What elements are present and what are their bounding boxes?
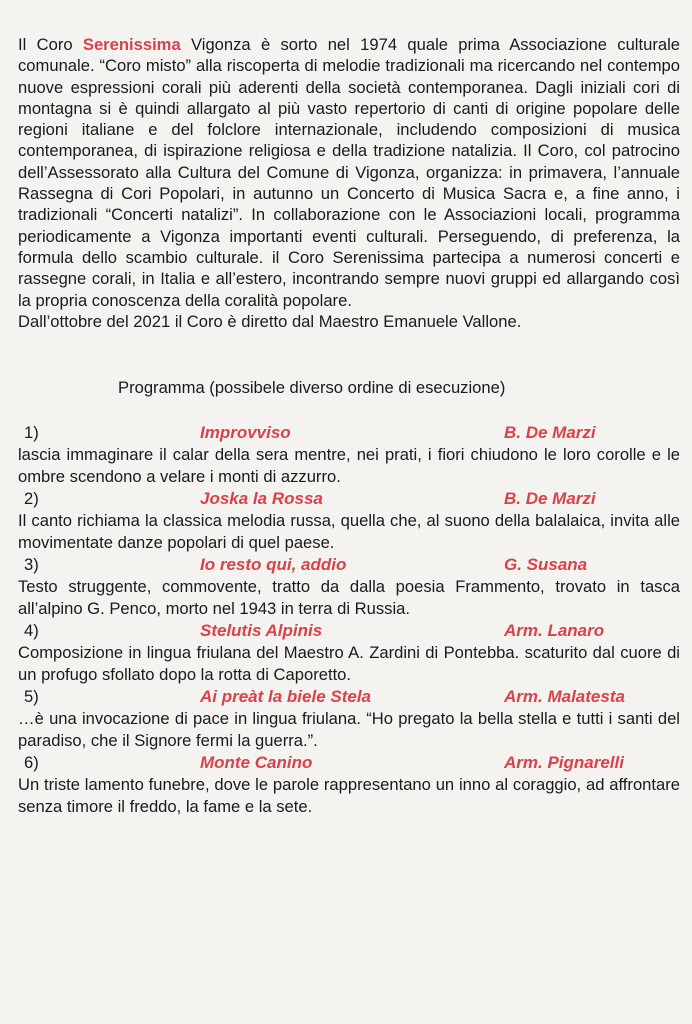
- intro-lead-text: Il Coro: [18, 35, 83, 54]
- choir-name: Serenissima: [82, 35, 181, 54]
- song-description: Un triste lamento funebre, dove le parole rappresentano un inno al coraggio, ad affrontare senza timore il freddo, la fame e la sete.: [18, 775, 680, 816]
- intro-paragraph: [18, 34, 680, 311]
- item-number: 2): [24, 489, 39, 509]
- item-number: 4): [24, 621, 39, 641]
- song-description: Composizione in lingua friulana del Maestro A. Zardini di Pontebba. scaturito dal cuore di un profugo sfollato dopo la rotta di Caporetto.: [18, 643, 680, 684]
- programme-item: [18, 686, 680, 751]
- song-author: Arm. Pignarelli: [504, 753, 624, 773]
- song-title: Improvviso: [200, 423, 291, 443]
- song-title: Joska la Rossa: [200, 489, 323, 509]
- song-author: Arm. Malatesta: [504, 687, 625, 707]
- item-number: 5): [24, 687, 39, 707]
- song-title: Stelutis Alpinis: [200, 621, 323, 641]
- programme-item: [18, 620, 680, 685]
- song-description: Il canto richiama la classica melodia russa, quella che, al suono della balalaica, invita alle movimentate danze popolari di quel paese.: [18, 511, 680, 552]
- programme-item-header: [18, 422, 680, 444]
- item-number: 3): [24, 555, 39, 575]
- song-description: …è una invocazione di pace in lingua friulana. “Ho pregato la bella stella e tutti i santi del paradiso, che il Signore fermi la guerra.”.: [18, 709, 680, 750]
- song-title: Ai preàt la biele Stela: [200, 687, 372, 707]
- song-author: Arm. Lanaro: [504, 621, 605, 641]
- song-author: G. Susana: [504, 555, 588, 575]
- programme-heading: Programma (possibele diverso ordine di esecuzione): [118, 378, 506, 398]
- song-description: lascia immaginare il calar della sera mentre, nei prati, i fiori chiudono le loro corolle e le ombre scendono a velare i monti di azzurro.: [18, 445, 680, 486]
- song-author: B. De Marzi: [504, 423, 596, 443]
- song-title: Monte Canino: [200, 753, 313, 773]
- intro-body-text: Vigonza è sorto nel 1974 quale prima Associazione culturale comunale. “Coro misto” alla riscoperta di melodie tradizionali ma ricercando nel contempo nuove espressioni corali più aderenti della società contemporanea. Dagli iniziali cori di montagna si è quindi allargato al più vasto repertorio di canti di origine popolare delle regioni italiane e del folclore internazionale, includendo composizioni di musica contemporanea, di ispirazione religiosa e della tradizione natalizia. Il Coro, col patrocino dell’Assessorato alla Cultura del Comune di Vigonza, organizza: in primavera, l’annuale Rassegna di Cori Popolari, in autunno un Concerto di Musica Sacra e, a fine anno, i tradizionali “Concerti natalizi”. In collaborazione con le Associazioni locali, programma periodicamente a Vigonza importanti eventi culturali. Perseguendo, di preferenza, la formula dello scambio culturale. il Coro Serenissima partecipa a numerosi concerti e rassegne corali, in Italia e all’estero, incontrando sempre nuovi gruppi ed allargando così la propria conoscenza della coralità popolare.: [18, 35, 680, 310]
- programme-list: [18, 422, 680, 817]
- programme-item-header: [18, 752, 680, 774]
- item-number: 1): [24, 423, 39, 443]
- programme-item: [18, 488, 680, 553]
- song-description: Testo struggente, commovente, tratto da dalla poesia Frammento, trovato in tasca all’alpino G. Penco, morto nel 1943 in terra di Russia.: [18, 577, 680, 618]
- direction-line: Dall’ottobre del 2021 il Coro è diretto dal Maestro Emanuele Vallone.: [18, 311, 522, 331]
- song-author: B. De Marzi: [504, 489, 596, 509]
- programme-item: [18, 422, 680, 487]
- song-title: Io resto qui, addio: [200, 555, 347, 575]
- programme-item: [18, 752, 680, 817]
- programme-item-header: [18, 554, 680, 576]
- item-number: 6): [24, 753, 39, 773]
- programme-item-header: [18, 620, 680, 642]
- programme-item-header: [18, 488, 680, 510]
- programme-item-header: [18, 686, 680, 708]
- programme-item: [18, 554, 680, 619]
